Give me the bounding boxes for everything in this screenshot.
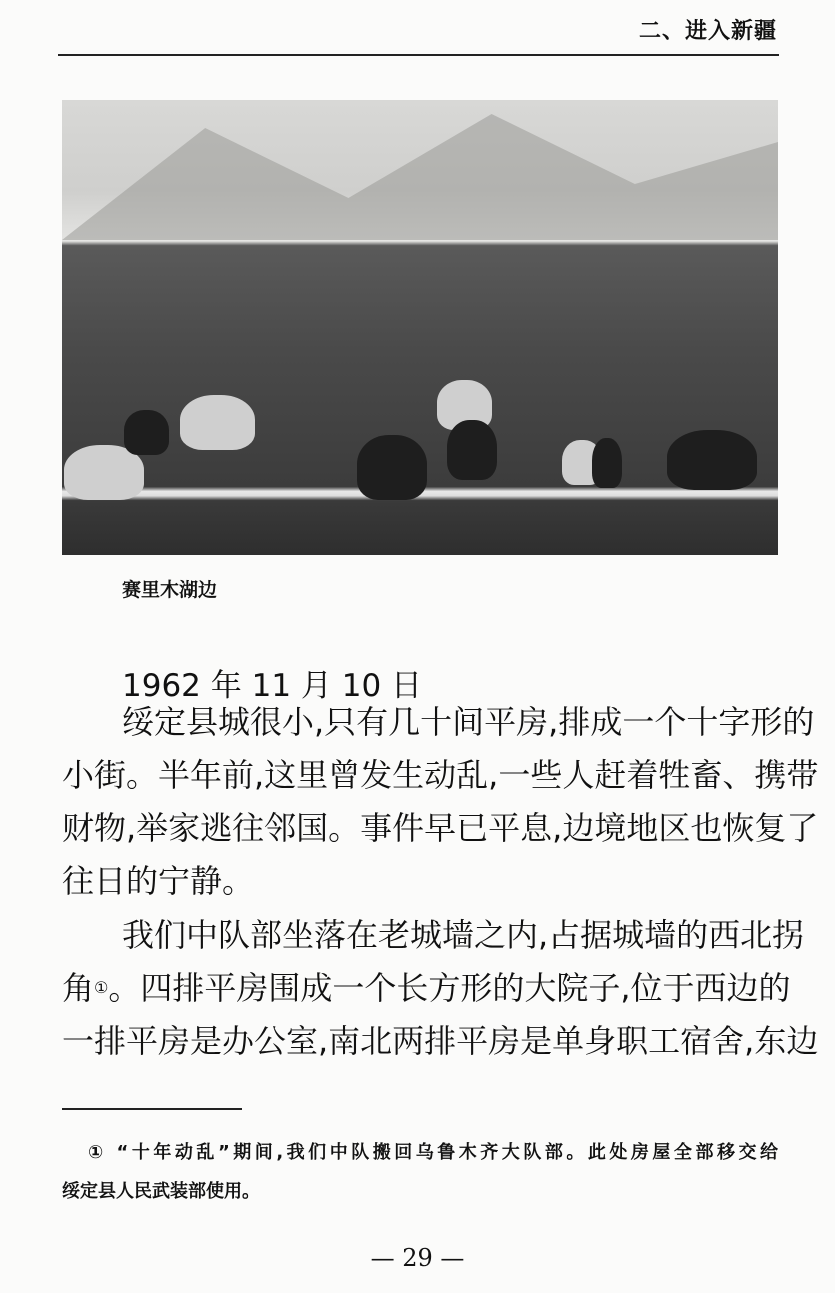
footnote-line: ① “十年动乱”期间,我们中队搬回乌鲁木齐大队部。此处房屋全部移交给 bbox=[88, 1142, 778, 1163]
camel bbox=[180, 395, 255, 450]
diary-date: 1962 年 11 月 10 日 bbox=[122, 668, 423, 704]
camel bbox=[667, 430, 757, 490]
footnote-reference: ① bbox=[94, 978, 109, 997]
text-fragment: 角 bbox=[62, 969, 95, 1007]
text-line: 小街。半年前,这里曾发生动乱,一些人赶着牲畜、携带 bbox=[62, 756, 819, 794]
text-line bbox=[62, 968, 791, 1008]
page-number: — 29 — bbox=[370, 1244, 465, 1272]
header-rule bbox=[58, 54, 779, 56]
text-line: 我们中队部坐落在老城墙之内,占据城墙的西北拐 bbox=[122, 916, 805, 954]
text-line: 往日的宁静。 bbox=[62, 862, 255, 900]
camel bbox=[592, 438, 622, 488]
text-line: 绥定县城很小,只有几十间平房,排成一个十字形的 bbox=[122, 703, 815, 741]
running-head: 二、进入新疆 bbox=[638, 19, 777, 44]
footnote-line: 绥定县人民武装部使用。 bbox=[62, 1181, 260, 1202]
text-line: 财物,举家逃往邻国。事件早已平息,边境地区也恢复了 bbox=[62, 809, 819, 847]
text-line: 一排平房是办公室,南北两排平房是单身职工宿舍,东边 bbox=[62, 1022, 819, 1060]
mountains bbox=[62, 100, 778, 240]
camel bbox=[124, 410, 169, 455]
text-fragment: 。四排平房围成一个长方形的大院子,位于西边的 bbox=[108, 969, 791, 1007]
photo-camels-by-lake bbox=[62, 100, 778, 555]
camel bbox=[357, 435, 427, 500]
camel bbox=[447, 420, 497, 480]
footnote-rule bbox=[62, 1108, 242, 1110]
photo-caption: 赛里木湖边 bbox=[122, 579, 218, 601]
